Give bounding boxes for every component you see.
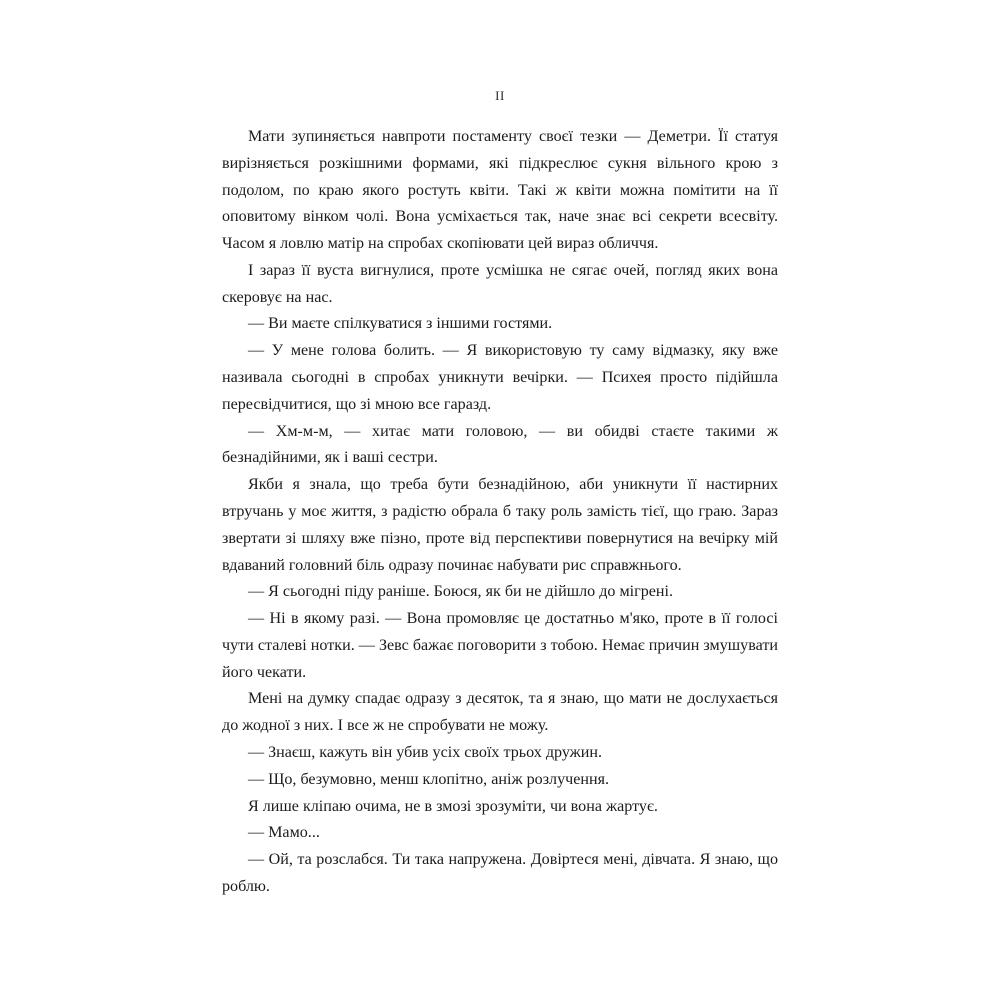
paragraph: — Що, безумовно, менш клопітно, аніж розлучення. [248, 770, 610, 788]
paragraph: Мати зупиняється навпроти постаменту своєї тезки — Деметри. Її статуя вирізняється розкішними формами, які підкреслює сукня вільного крою з подолом, по краю якого ростуть квіти. Такі ж квіти можна помітити на її оповитому вінком чолі. Вона усміхається так, наче знає всі секрети всесвіту. Часом я ловлю матір на спробах скопіювати цей вираз обличчя. [222, 128, 778, 253]
paragraph: — Мамо... [248, 824, 320, 842]
page-body-text [222, 124, 778, 901]
paragraph: — У мене голова болить. — Я використовую ту саму відмазку, яку вже називала сьогодні в спробах уникнути вечірки. — Психея просто підійшла пересвідчитися, що зі мною все гаразд. [222, 342, 778, 413]
paragraph: — Ви маєте спілкуватися з іншими гостями. [248, 315, 553, 333]
paragraph: — Я сьогодні піду раніше. Боюся, як би не дійшло до мігрені. [248, 583, 674, 601]
paragraph: — Хм-м-м, — хитає мати головою, — ви обидві стаєте такими ж безнадійними, як і ваші сестри. [222, 422, 778, 467]
paragraph: — Ні в якому разі. — Вона промовляє це достатньо м'яко, проте в її голосі чути сталеві нотки. — Зевс бажає поговорити з тобою. Немає причин змушувати його чекати. [222, 610, 778, 681]
page-number: II [495, 88, 505, 103]
paragraph: Я лише кліпаю очима, не в змозі зрозуміти, чи вона жартує. [248, 797, 658, 815]
paragraph: Якби я знала, що треба бути безнадійною, аби уникнути її настирних втручань у моє життя, з радістю обрала б таку роль замість тієї, що граю. Зараз звертати зі шляху вже пізно, проте від перспективи повернутися на вечірку мій вдаваний головний біль одразу починає набувати рис справжнього. [222, 476, 778, 574]
paragraph: — Знаєш, кажуть він убив усіх своїх трьох дружин. [248, 743, 603, 761]
paragraph: І зараз її вуста вигнулися, проте усмішка не сягає очей, погляд яких вона скеровує на нас. [222, 261, 778, 306]
paragraph: — Ой, та розслабся. Ти така напружена. Довіртеся мені, дівчата. Я знаю, що роблю. [222, 851, 778, 895]
paragraph: Мені на думку спадає одразу з десяток, та я знаю, що мати не дослухається до жодної з них. І все ж не спробувати не можу. [222, 690, 778, 735]
